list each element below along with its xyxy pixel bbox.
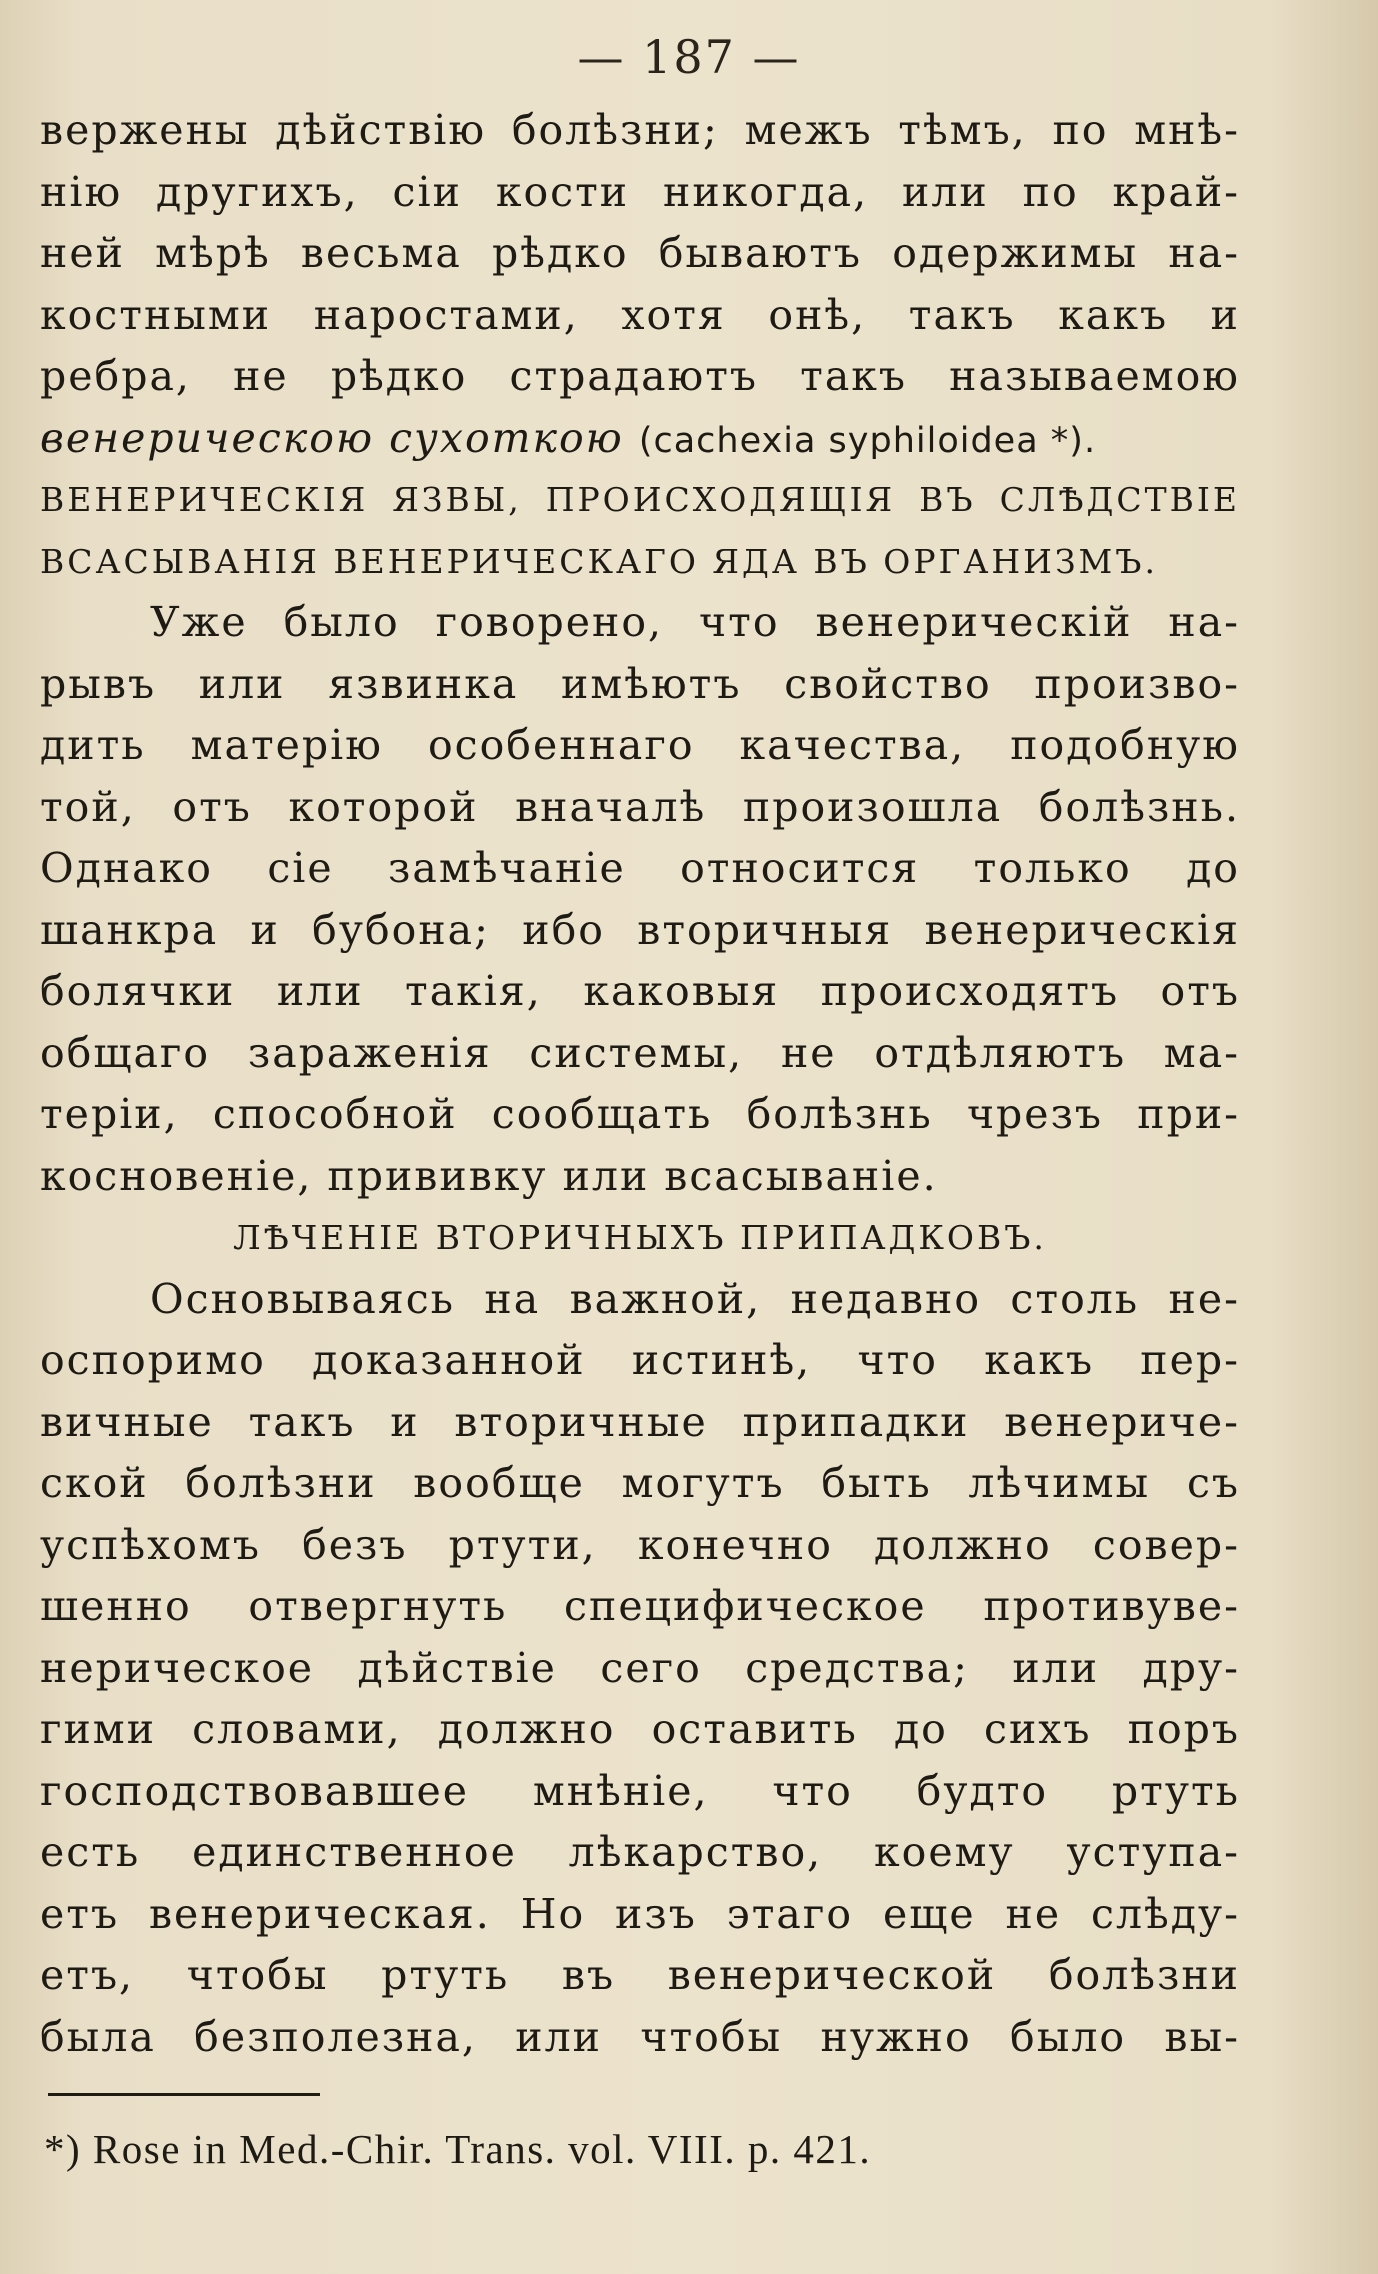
text-line: вержены дѣйствію болѣзни; межъ тѣмъ, по мнѣ- — [40, 106, 1240, 154]
text-line: дить матерію особеннаго качества, подобную — [40, 721, 1240, 769]
section-heading-line: ВСАСЫВАНІЯ ВЕНЕРИЧЕСКАГО ЯДА ВЪ ОРГАНИЗМЪ. — [40, 541, 1158, 581]
text-line: успѣхомъ безъ ртути, конечно должно совер- — [40, 1520, 1240, 1569]
text-line: Основываясь на важной, недавно столь не- — [150, 1274, 1240, 1323]
text-line: нерическое дѣйствіе сего средства; или дру- — [40, 1643, 1240, 1692]
subheading: ЛѢЧЕНІЕ ВТОРИЧНЫХЪ ПРИПАДКОВЪ. — [233, 1218, 1047, 1257]
text-line: вичные такъ и вторичные припадки венериче- — [40, 1397, 1240, 1446]
text-line: костными наростами, хотя онѣ, такъ какъ и — [40, 290, 1240, 339]
footnote: *) Rose in Med.-Chir. Trans. vol. VIII. p. 421. — [44, 2126, 872, 2172]
text-line: оспоримо доказанной истинѣ, что какъ пер- — [40, 1336, 1240, 1384]
text-line: етъ, чтобы ртуть въ венерической болѣзни — [40, 1951, 1240, 1999]
text-line: шанкра и бубона; ибо вторичныя венерическія — [40, 905, 1240, 954]
page-number: — 187 — — [577, 30, 801, 84]
footnote-divider — [48, 2093, 320, 2096]
text-line: ской болѣзни вообще могутъ быть лѣчимы съ — [40, 1459, 1240, 1507]
text-line: Уже было говорено, что венерическій на- — [150, 598, 1240, 646]
text-line: господствовавшее мнѣніе, что будто ртуть — [40, 1766, 1240, 1815]
text-line: была безполезна, или чтобы нужно было вы- — [40, 2012, 1240, 2061]
text-line: есть единственное лѣкарство, коему уступа- — [40, 1828, 1240, 1876]
text-line: теріи, способной сообщать болѣзнь чрезъ при- — [40, 1090, 1240, 1138]
latin-term: (cachexia syphiloidea *). — [638, 420, 1097, 461]
main-text — [40, 100, 1240, 2068]
text-line: шенно отвергнуть специфическое противуве- — [40, 1582, 1240, 1630]
text-line-mixed — [40, 408, 1240, 470]
text-line: болячки или такія, каковыя происходятъ отъ — [40, 967, 1240, 1015]
text-line: ней мѣрѣ весьма рѣдко бываютъ одержимы на- — [40, 229, 1240, 277]
text-line: ребра, не рѣдко страдаютъ такъ называемою — [40, 352, 1240, 400]
text-line: нію другихъ, сіи кости никогда, или по край- — [40, 167, 1240, 216]
text-line: той, отъ которой вначалѣ произошла болѣзнь. — [40, 782, 1240, 831]
text-line: етъ венерическая. Но изъ этаго еще не слѣду- — [40, 1889, 1240, 1938]
text-line: гими словами, должно оставить до сихъ поръ — [40, 1705, 1240, 1753]
text-line: Однако сіе замѣчаніе относится только до — [40, 844, 1240, 892]
text-line: косновеніе, прививку или всасываніе. — [40, 1151, 938, 1200]
text-line: рывъ или язвинка имѣютъ свойство произво- — [40, 659, 1240, 708]
text-line: общаго зараженія системы, не отдѣляютъ ма- — [40, 1028, 1240, 1077]
section-heading-line: ВЕНЕРИЧЕСКІЯ ЯЗВЫ, ПРОИСХОДЯЩІЯ ВЪ СЛѢДСТВІЕ — [40, 480, 1240, 519]
italic-term: венерическою сухоткою — [40, 413, 624, 462]
